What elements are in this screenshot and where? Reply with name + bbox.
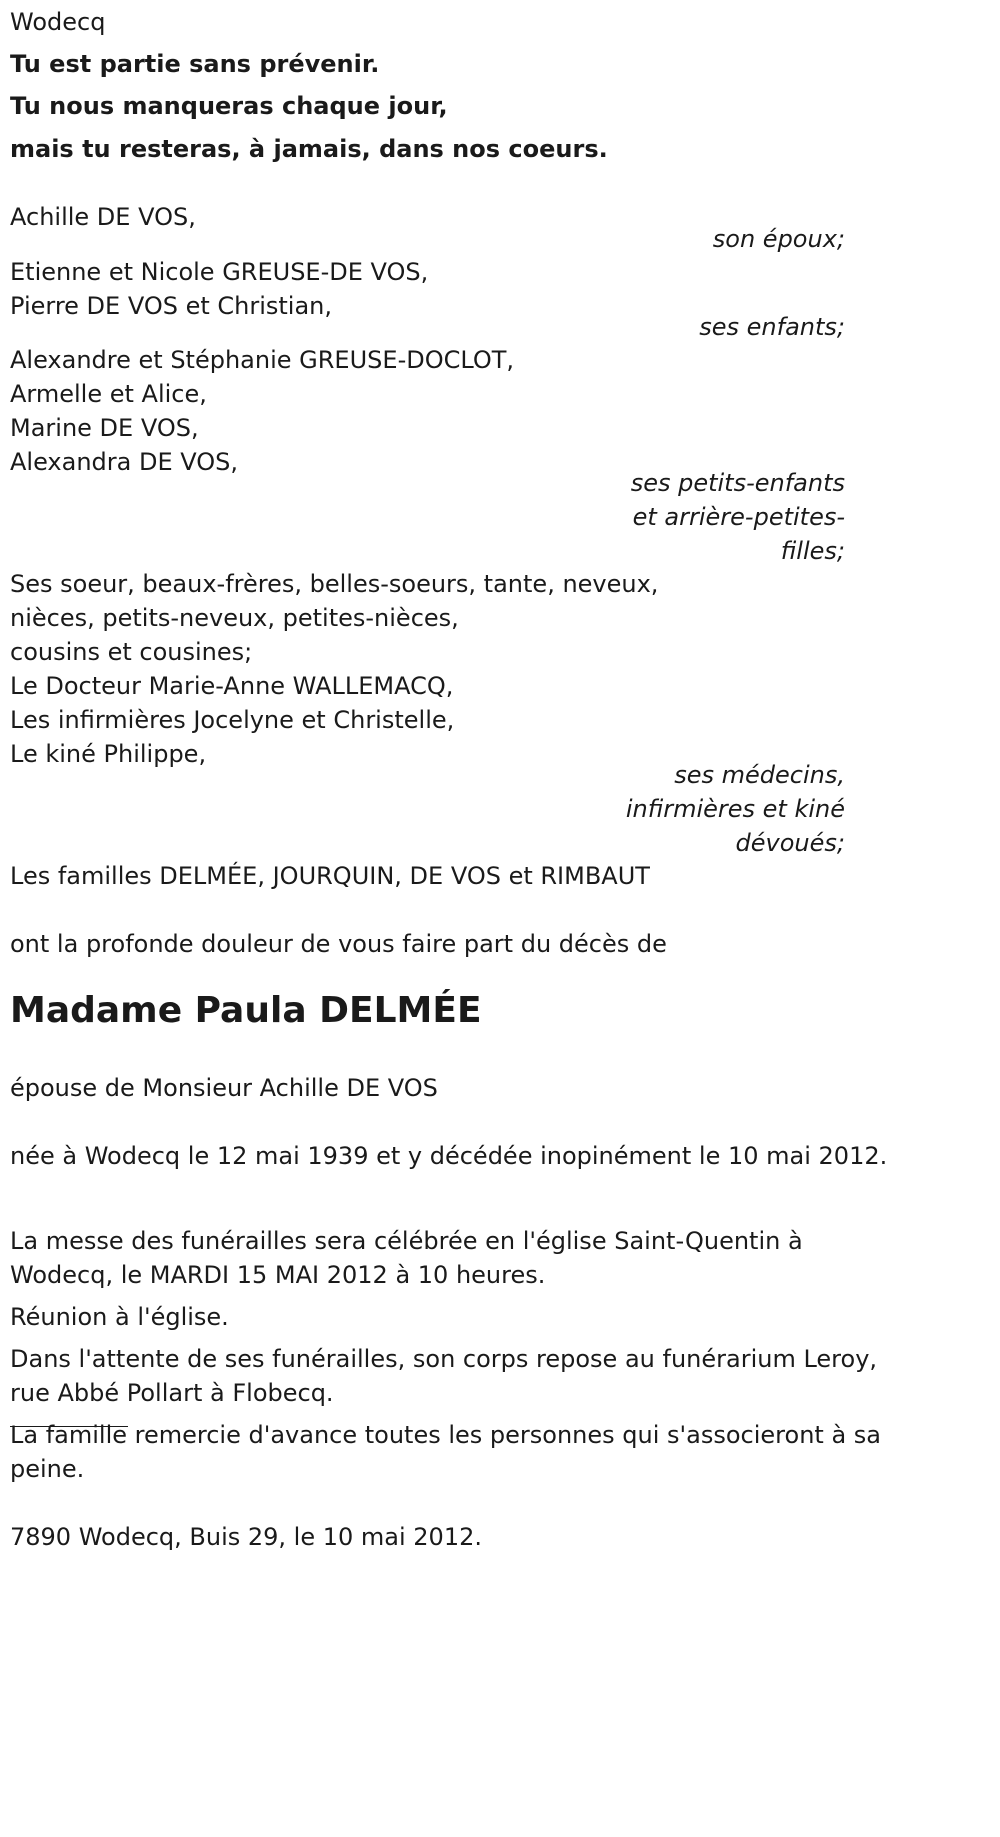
- poem-line-1: Tu est partie sans prévenir.: [10, 50, 380, 78]
- meeting-line: Réunion à l'église.: [10, 1303, 229, 1331]
- medical-role-2: infirmières et kiné: [625, 795, 845, 823]
- medical-role-1: ses médecins,: [674, 761, 845, 789]
- other-line-2: nièces, petits-neveux, petites-nièces,: [10, 604, 459, 632]
- families-line: Les familles DELMÉE, JOURQUIN, DE VOS et RIMBAUT: [10, 862, 650, 890]
- other-line-6: Le kiné Philippe,: [10, 740, 207, 768]
- grandchild-line-3: Marine DE VOS,: [10, 414, 199, 442]
- mass-line-1: La messe des funérailles sera célébrée en l'église Saint-Quentin à: [10, 1227, 803, 1255]
- child-line-2: Pierre DE VOS et Christian,: [10, 292, 333, 320]
- spouse-name: Achille DE VOS,: [10, 203, 196, 231]
- thanks-line-1: La famille remercie d'avance toutes les personnes qui s'associeront à sa: [10, 1421, 881, 1449]
- grandchildren-role-2: et arrière-petites-: [632, 503, 845, 531]
- other-line-3: cousins et cousines;: [10, 638, 253, 666]
- grandchild-line-1: Alexandre et Stéphanie GREUSE-DOCLOT,: [10, 346, 515, 374]
- place-name: Wodecq: [10, 8, 106, 36]
- spouse-role: son époux;: [712, 225, 845, 253]
- birth-death-line: née à Wodecq le 12 mai 1939 et y décédée inopinément le 10 mai 2012.: [10, 1142, 888, 1170]
- other-line-1: Ses soeur, beaux-frères, belles-soeurs, tante, neveux,: [10, 570, 659, 598]
- announcement-intro: ont la profonde douleur de vous faire part du décès de: [10, 930, 667, 958]
- deceased-name: Madame Paula DELMÉE: [10, 990, 482, 1031]
- child-line-1: Etienne et Nicole GREUSE-DE VOS,: [10, 258, 429, 286]
- thanks-line-2: peine.: [10, 1455, 85, 1483]
- footer-address: 7890 Wodecq, Buis 29, le 10 mai 2012.: [10, 1523, 482, 1551]
- rest-line-1: Dans l'attente de ses funérailles, son corps repose au funérarium Leroy,: [10, 1345, 878, 1373]
- other-line-4: Le Docteur Marie-Anne WALLEMACQ,: [10, 672, 454, 700]
- grandchildren-role-1: ses petits-enfants: [630, 469, 845, 497]
- grandchild-line-2: Armelle et Alice,: [10, 380, 207, 408]
- other-line-5: Les infirmières Jocelyne et Christelle,: [10, 706, 455, 734]
- poem-line-3: mais tu resteras, à jamais, dans nos coeurs.: [10, 135, 608, 163]
- medical-role-3: dévoués;: [735, 829, 845, 857]
- grandchild-line-4: Alexandra DE VOS,: [10, 448, 239, 476]
- poem-line-2: Tu nous manqueras chaque jour,: [10, 92, 448, 120]
- mass-line-2: Wodecq, le MARDI 15 MAI 2012 à 10 heures.: [10, 1261, 546, 1289]
- children-role: ses enfants;: [699, 313, 845, 341]
- rest-line-2: rue Abbé Pollart à Flobecq.: [10, 1379, 334, 1407]
- spouse-of: épouse de Monsieur Achille DE VOS: [10, 1074, 438, 1102]
- grandchildren-role-3: filles;: [780, 537, 845, 565]
